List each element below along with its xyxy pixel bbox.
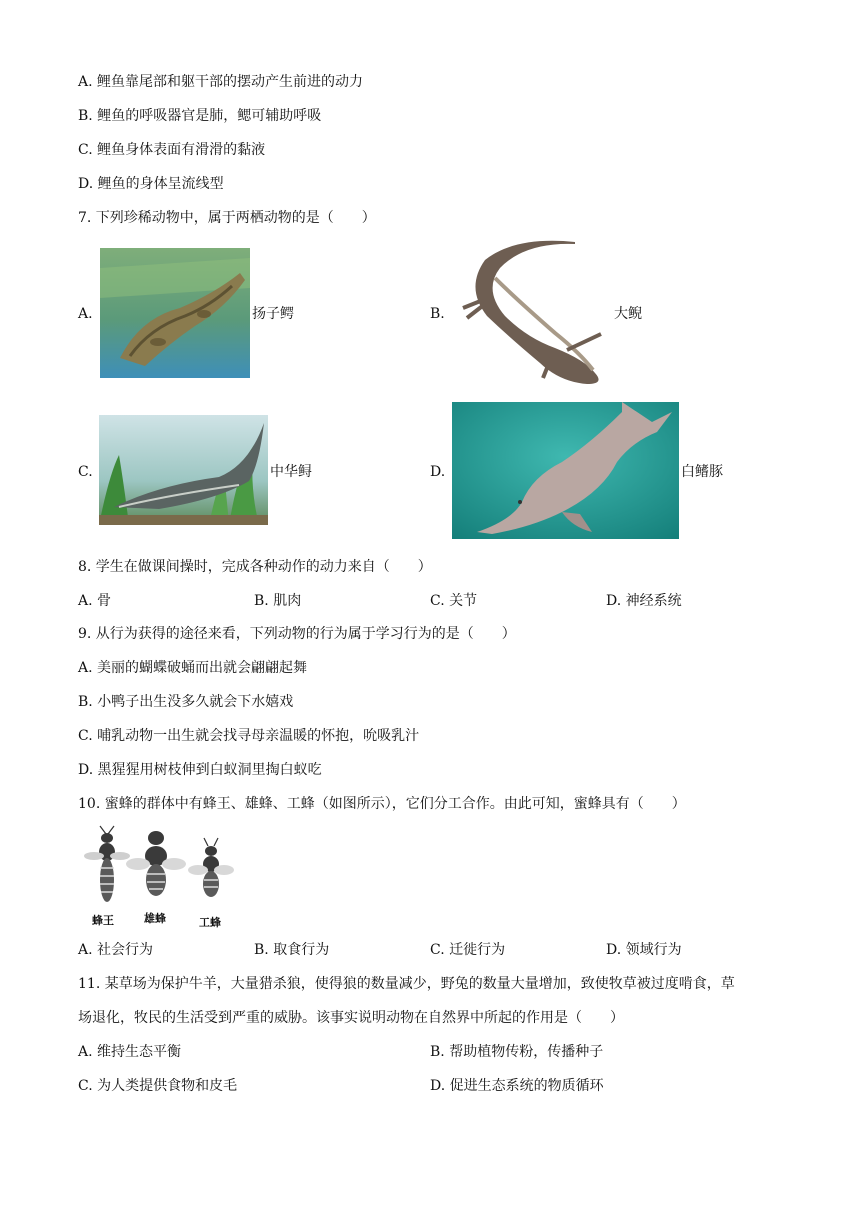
q11-option-a: A. 维持生态平衡 — [78, 1044, 182, 1060]
baiji-dolphin-image — [452, 402, 679, 539]
q6-option-d: D. 鲤鱼的身体呈流线型 — [78, 176, 224, 192]
bee-label-queen: 蜂王 — [92, 914, 114, 927]
q7-option-a-name: 扬子鳄 — [252, 306, 294, 322]
q6-option-b: B. 鲤鱼的呼吸器官是肺，鳃可辅助呼吸 — [78, 108, 322, 124]
q11-option-c: C. 为人类提供食物和皮毛 — [78, 1078, 238, 1094]
bee-label-worker: 工蜂 — [199, 916, 221, 929]
q9-option-d: D. 黑猩猩用树枝伸到白蚁洞里掏白蚁吃 — [78, 762, 322, 778]
q10-option-d: D. 领域行为 — [606, 942, 682, 958]
q9-stem: 9. 从行为获得的途径来看，下列动物的行为属于学习行为的是（ ） — [78, 626, 516, 642]
q8-stem: 8. 学生在做课间操时，完成各种动作的动力来自（ ） — [78, 559, 432, 575]
q10-stem: 10. 蜜蜂的群体中有蜂王、雄蜂、工蜂（如图所示），它们分工合作。由此可知，蜜蜂具有（ ） — [78, 796, 686, 812]
q11-option-d: D. 促进生态系统的物质循环 — [430, 1078, 604, 1094]
chinese-sturgeon-image — [99, 415, 268, 525]
q8-option-a: A. 骨 — [78, 593, 112, 609]
alligator-image — [100, 248, 250, 378]
q8-option-d: D. 神经系统 — [606, 593, 682, 609]
q7-option-d-letter: D. — [430, 464, 446, 480]
bees-figure — [80, 824, 240, 930]
q7-stem: 7. 下列珍稀动物中，属于两栖动物的是（ ） — [78, 210, 376, 226]
q9-option-c: C. 哺乳动物一出生就会找寻母亲温暖的怀抱，吮吸乳汁 — [78, 728, 420, 744]
q11-option-b: B. 帮助植物传粉，传播种子 — [430, 1044, 604, 1060]
q7-option-b-letter: B. — [430, 306, 445, 322]
q8-option-c: C. 关节 — [430, 593, 478, 609]
q7-option-a-letter: A. — [78, 306, 93, 322]
q8-option-b: B. 肌肉 — [254, 593, 302, 609]
q9-option-a: A. 美丽的蝴蝶破蛹而出就会翩翩起舞 — [78, 660, 308, 676]
q10-option-c: C. 迁徙行为 — [430, 942, 506, 958]
q11-stem-line2: 场退化，牧民的生活受到严重的威胁。该事实说明动物在自然界中所起的作用是（ ） — [78, 1010, 624, 1026]
bee-label-drone: 雄蜂 — [144, 912, 166, 925]
q7-option-c-name: 中华鲟 — [270, 464, 312, 480]
q7-option-b-name: 大鲵 — [614, 306, 642, 322]
q6-option-a: A. 鲤鱼靠尾部和躯干部的摆动产生前进的动力 — [78, 74, 364, 90]
q9-option-b: B. 小鸭子出生没多久就会下水嬉戏 — [78, 694, 294, 710]
giant-salamander-image — [455, 238, 613, 386]
q10-option-b: B. 取食行为 — [254, 942, 330, 958]
q11-stem-line1: 11. 某草场为保护牛羊，大量猎杀狼，使得狼的数量减少，野兔的数量大量增加，致使牧草被过度啃食，草 — [78, 976, 735, 992]
q10-option-a: A. 社会行为 — [78, 942, 154, 958]
q6-option-c: C. 鲤鱼身体表面有滑滑的黏液 — [78, 142, 266, 158]
q7-option-d-name: 白鳍豚 — [681, 464, 723, 480]
q7-option-c-letter: C. — [78, 464, 93, 480]
